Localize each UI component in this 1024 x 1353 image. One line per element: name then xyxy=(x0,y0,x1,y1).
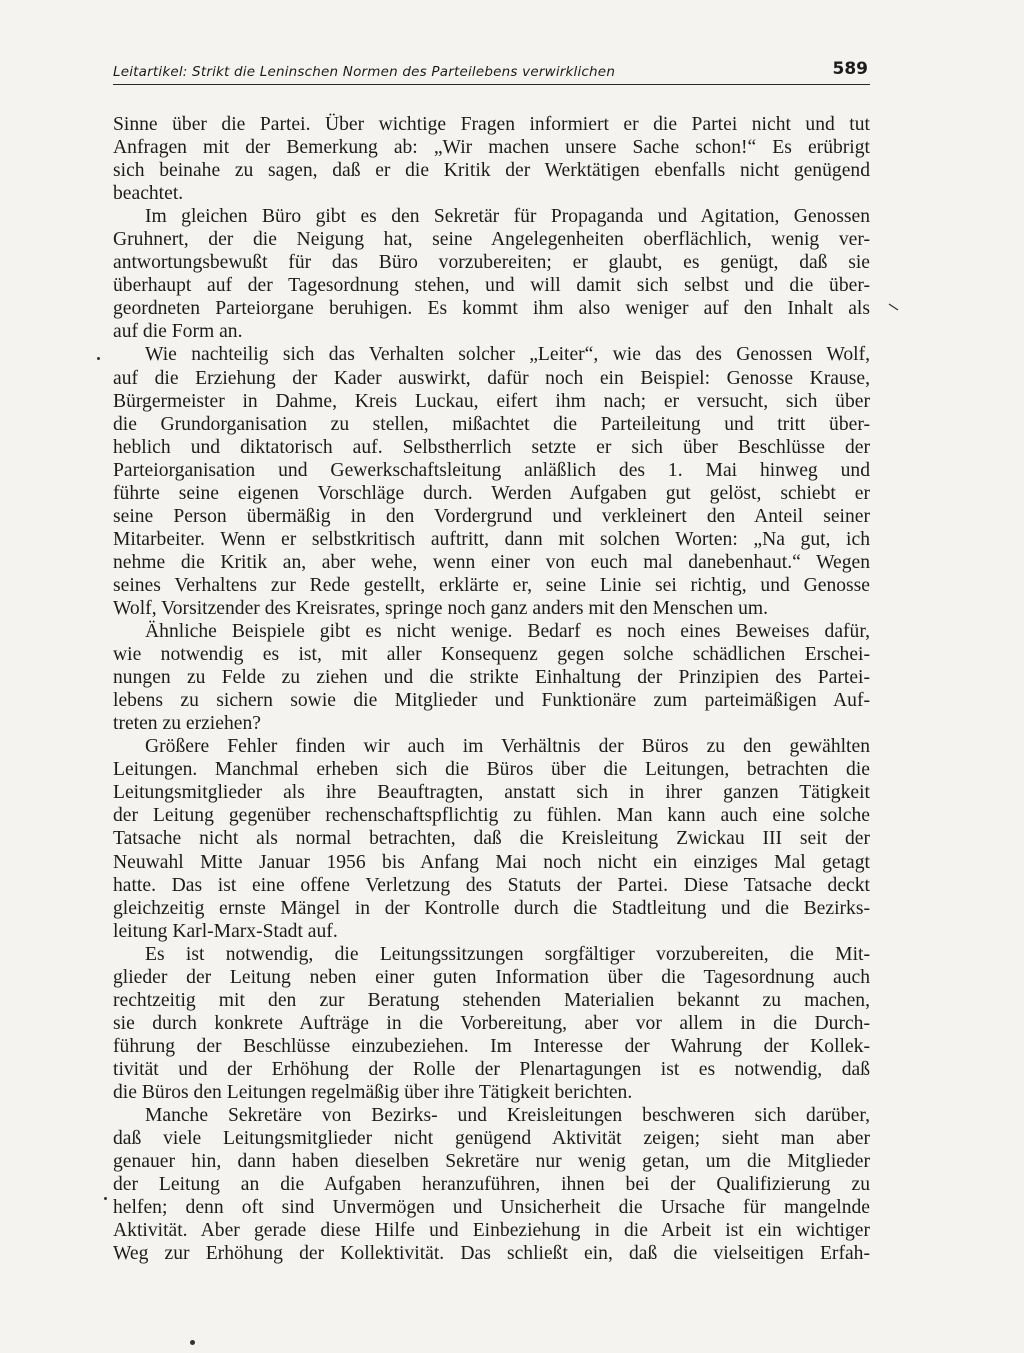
text-line: Parteiorganisation und Gewerkschaftsleitung anläßlich des 1. Mai hinweg und xyxy=(113,459,870,481)
scan-speck xyxy=(97,357,100,360)
margin-tick-mark xyxy=(888,302,900,312)
text-line: leitung Karl-Marx-Stadt auf. xyxy=(113,920,338,942)
running-header xyxy=(113,59,870,86)
text-line: glieder der Leitung neben einer guten Information über die Tagesordnung auch xyxy=(113,966,870,988)
text-line: Aktivität. Aber gerade diese Hilfe und Einbeziehung in die Arbeit ist ein wichtiger xyxy=(113,1220,870,1242)
text-line: rechtzeitig mit den zur Beratung stehenden Materialien bekannt zu machen, xyxy=(113,989,870,1011)
text-line: sich beinahe zu sagen, daß er die Kritik der Werktätigen ebenfalls nicht genügend xyxy=(113,160,870,182)
paragraph xyxy=(113,735,870,942)
text-line: wie notwendig es ist, mit aller Konsequenz gegen solche schädlichen Erschei- xyxy=(113,644,870,666)
text-line: Manche Sekretäre von Bezirks- und Kreisleitungen beschweren sich darüber, xyxy=(145,1105,870,1127)
text-line: auf die Form an. xyxy=(113,321,243,343)
page-number: 589 xyxy=(832,59,868,79)
scan-speck xyxy=(190,1340,195,1345)
text-line: Größere Fehler finden wir auch im Verhältnis der Büros zu den gewählten xyxy=(145,736,870,758)
text-line: treten zu erziehen? xyxy=(113,713,261,735)
text-line: überhaupt auf der Tagesordnung stehen, und will damit sich selbst und die über- xyxy=(113,275,870,297)
text-line: Ähnliche Beispiele gibt es nicht wenige. Bedarf es noch eines Beweises dafür, xyxy=(145,621,870,643)
text-line: Bürgermeister in Dahme, Kreis Luckau, eifert ihm nach; er versucht, sich über xyxy=(113,390,870,412)
text-line: antwortungsbewußt für das Büro vorzubereiten; er glaubt, es genügt, daß sie xyxy=(113,252,870,274)
text-line: die Büros den Leitungen regelmäßig über ihre Tätigkeit berichten. xyxy=(113,1081,633,1103)
text-line: Im gleichen Büro gibt es den Sekretär für Propaganda und Agitation, Genossen xyxy=(145,206,870,228)
text-line: Neuwahl Mitte Januar 1956 bis Anfang Mai noch nicht ein einziges Mal getagt xyxy=(113,851,870,873)
text-line: helfen; denn oft sind Unvermögen und Unsicherheit die Ursache für mangelnde xyxy=(113,1197,870,1219)
paragraph xyxy=(113,1104,870,1265)
text-line: tivität und der Erhöhung der Rolle der Plenartagungen ist es notwendig, daß xyxy=(113,1058,870,1080)
text-line: auf die Erziehung der Kader auswirkt, dafür noch ein Beispiel: Genosse Krause, xyxy=(113,367,870,389)
text-line: Gruhnert, der die Neigung hat, seine Angelegenheiten oberflächlich, wenig ver- xyxy=(113,229,870,251)
text-line: Weg zur Erhöhung der Kollektivität. Das schließt ein, daß die vielseitigen Erfah- xyxy=(113,1243,870,1265)
text-line: führung der Beschlüsse einzubeziehen. Im Interesse der Wahrung der Kollek- xyxy=(113,1035,870,1057)
text-line: Wie nachteilig sich das Verhalten solcher „Leiter“, wie das des Genossen Wolf, xyxy=(145,344,870,366)
text-line: geordneten Parteiorgane beruhigen. Es kommt ihm also weniger auf den Inhalt als xyxy=(113,298,870,320)
text-line: hatte. Das ist eine offene Verletzung des Statuts der Partei. Diese Tatsache deckt xyxy=(113,874,870,896)
text-line: Wolf, Vorsitzender des Kreisrates, springe noch ganz anders mit den Menschen um. xyxy=(113,597,769,619)
text-line: Tatsache nicht als normal betrachten, daß die Kreisleitung Zwickau III seit der xyxy=(113,828,870,850)
paragraph xyxy=(113,943,870,1104)
text-line: beachtet. xyxy=(113,183,184,205)
text-line: genauer hin, dann haben dieselben Sekretäre nur wenig getan, um die Mitglieder xyxy=(113,1151,870,1173)
article-body xyxy=(113,113,870,1265)
text-line: Anfragen mit der Bemerkung ab: „Wir machen unsere Sache schon!“ Es erübrigt xyxy=(113,137,870,159)
text-line: nungen zu Felde zu ziehen und die strikte Einhaltung der Prinzipien des Partei- xyxy=(113,667,870,689)
text-line: Leitungsmitglieder als ihre Beauftragten, anstatt sich in ihrer ganzen Tätigkeit xyxy=(113,782,870,804)
header-rule xyxy=(113,84,870,85)
text-line: Sinne über die Partei. Über wichtige Fragen informiert er die Partei nicht und tut xyxy=(113,114,870,135)
header-title: Leitartikel: Strikt die Leninschen Normen des Parteilebens verwirklichen xyxy=(113,64,616,80)
text-line: gleichzeitig ernste Mängel in der Kontrolle durch die Stadtleitung und die Bezirks- xyxy=(113,897,870,919)
text-line: seines Verhaltens zur Rede gestellt, erklärte er, seine Linie sei richtig, und Genosse xyxy=(113,574,870,596)
text-line: der Leitung an die Aufgaben heranzuführen, ihnen bei der Qualifizierung zu xyxy=(113,1174,870,1196)
paragraph xyxy=(113,113,870,205)
text-line: lebens zu sichern sowie die Mitglieder und Funktionäre zum parteimäßigen Auf- xyxy=(113,690,870,712)
text-line: Leitungen. Manchmal erheben sich die Büros über die Leitungen, betrachten die xyxy=(113,759,870,781)
text-line: der Leitung gegenüber rechenschaftspflichtig zu fühlen. Man kann auch eine solche xyxy=(113,805,870,827)
text-line: seine Person übermäßig in den Vordergrund und verkleinert den Anteil seiner xyxy=(113,505,870,527)
text-line: sie durch konkrete Aufträge in die Vorbereitung, aber vor allem in die Durch- xyxy=(113,1012,870,1034)
paragraph xyxy=(113,343,870,620)
paragraph xyxy=(113,205,870,343)
text-line: nehme die Kritik an, aber wehe, wenn einer von euch mal danebenhaut.“ Wegen xyxy=(113,551,870,573)
text-line: Es ist notwendig, die Leitungssitzungen sorgfältiger vorzubereiten, die Mit- xyxy=(145,943,870,965)
text-line: Mitarbeiter. Wenn er selbstkritisch auftritt, dann mit solchen Worten: „Na gut, ich xyxy=(113,528,870,550)
text-line: heblich und diktatorisch auf. Selbstherrlich setzte er sich über Beschlüsse der xyxy=(113,436,870,458)
text-line: daß viele Leitungsmitglieder nicht genügend Aktivität zeigen; sieht man aber xyxy=(113,1128,870,1150)
text-line: die Grundorganisation zu stellen, mißachtet die Parteileitung und tritt über- xyxy=(113,413,870,435)
text-line: führte seine eigenen Vorschläge durch. Werden Aufgaben gut gelöst, schiebt er xyxy=(113,482,870,504)
scan-speck xyxy=(104,1197,107,1200)
paragraph xyxy=(113,620,870,735)
